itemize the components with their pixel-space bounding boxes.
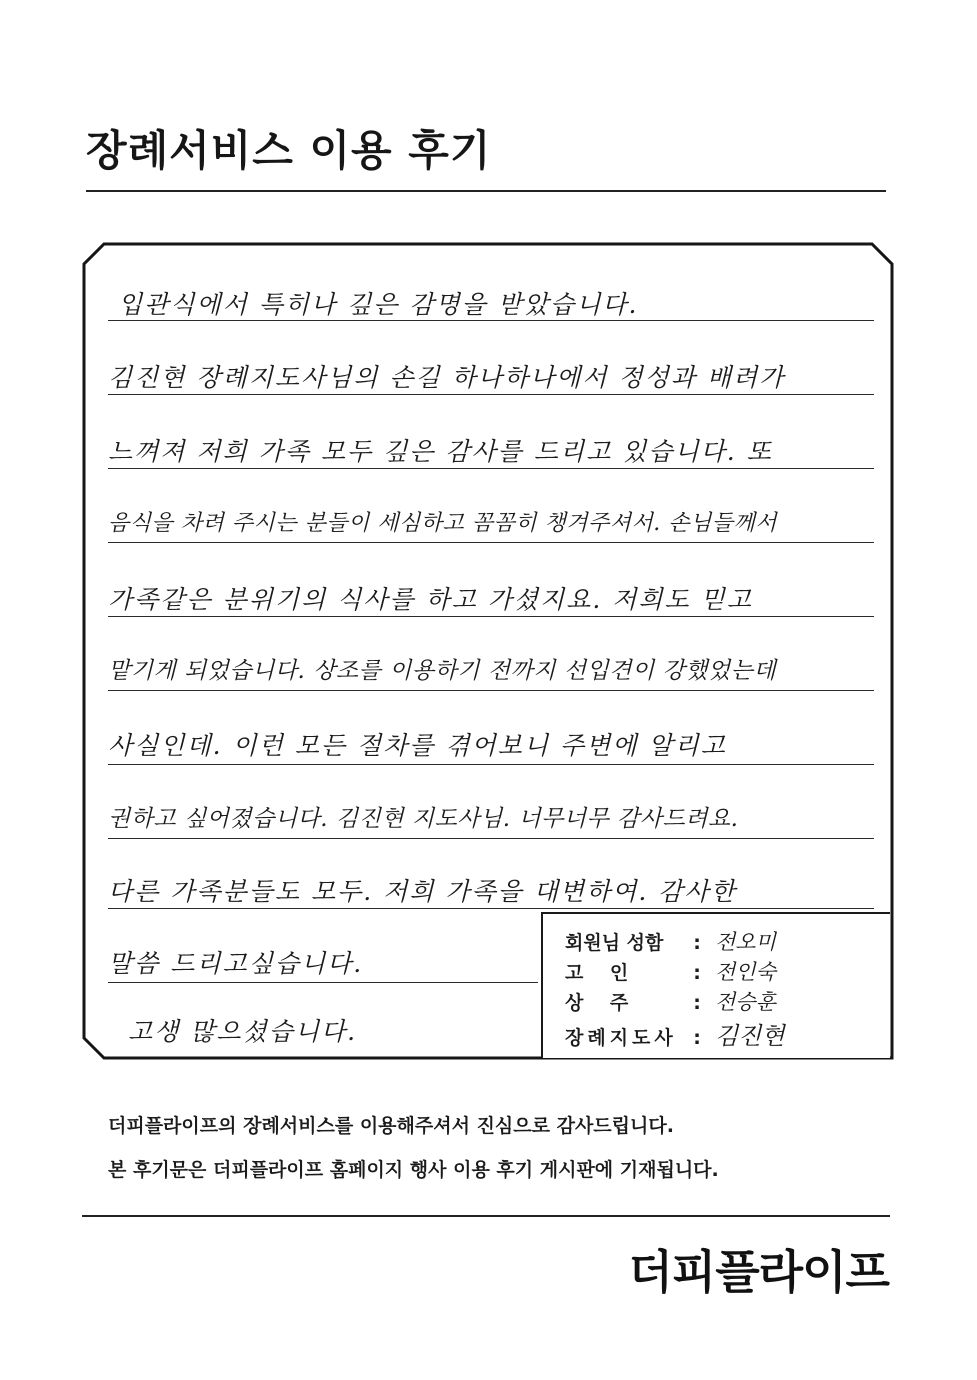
review-line: 입관식에서 특히나 깊은 감명을 받았습니다. xyxy=(118,290,639,319)
funeral-director-label: 장례지도사 xyxy=(565,1027,677,1049)
member-name-row xyxy=(565,926,776,956)
ruled-line xyxy=(108,982,538,983)
deceased-value: 전인숙 xyxy=(715,960,776,984)
funeral-director-value: 김진현 xyxy=(715,1022,785,1050)
colon: : xyxy=(693,932,701,954)
member-name-value: 전오미 xyxy=(715,930,776,954)
colon: : xyxy=(693,962,701,984)
member-name-label: 회원님 성함 xyxy=(565,932,664,954)
chief-mourner-row xyxy=(565,986,776,1016)
review-line: 맡기게 되었습니다. 상조를 이용하기 전까지 선입견이 강했었는데 xyxy=(108,658,777,684)
review-line: 사실인데. 이런 모든 절차를 겪어보니 주변에 알리고 xyxy=(108,731,727,760)
review-line: 음식을 차려 주시는 분들이 세심하고 꼼꼼히 챙겨주셔서. 손님들께서 xyxy=(108,511,778,536)
posting-notice: 본 후기문은 더피플라이프 홈페이지 행사 이용 후기 게시판에 기재됩니다. xyxy=(108,1159,719,1181)
ruled-line xyxy=(108,616,874,617)
title-divider xyxy=(86,190,886,192)
footer-divider xyxy=(82,1215,890,1217)
deceased-row xyxy=(565,956,776,986)
ruled-line xyxy=(108,764,874,765)
review-line: 고생 많으셨습니다. xyxy=(128,1017,358,1046)
funeral-director-row xyxy=(565,1016,785,1051)
ruled-line xyxy=(108,394,874,395)
colon: : xyxy=(693,1027,701,1049)
chief-mourner-label: 상 주 xyxy=(565,992,629,1014)
chief-mourner-value: 전승훈 xyxy=(715,990,776,1014)
ruled-line xyxy=(108,690,874,691)
deceased-label: 고 인 xyxy=(565,962,629,984)
company-logo: 더피플라이프 xyxy=(628,1245,889,1299)
review-line: 말씀 드리고싶습니다. xyxy=(108,949,364,978)
thank-you-note: 더피플라이프의 장례서비스를 이용해주셔서 진심으로 감사드립니다. xyxy=(108,1115,674,1137)
info-box xyxy=(541,912,890,1058)
ruled-line xyxy=(108,468,874,469)
review-line: 권하고 싶어졌습니다. 김진현 지도사님. 너무너무 감사드려요. xyxy=(108,806,739,832)
ruled-line xyxy=(108,542,874,543)
ruled-line xyxy=(108,320,874,321)
review-line: 느껴져 저희 가족 모두 깊은 감사를 드리고 있습니다. 또 xyxy=(108,437,773,466)
ruled-line xyxy=(108,908,874,909)
review-line: 다른 가족분들도 모두. 저희 가족을 대변하여. 감사한 xyxy=(108,877,737,906)
page-title: 장례서비스 이용 후기 xyxy=(86,126,492,175)
review-line: 김진현 장례지도사님의 손길 하나하나에서 정성과 배려가 xyxy=(108,363,786,392)
review-line: 가족같은 분위기의 식사를 하고 가셨지요. 저희도 믿고 xyxy=(108,585,753,614)
colon: : xyxy=(693,992,701,1014)
ruled-line xyxy=(108,838,874,839)
